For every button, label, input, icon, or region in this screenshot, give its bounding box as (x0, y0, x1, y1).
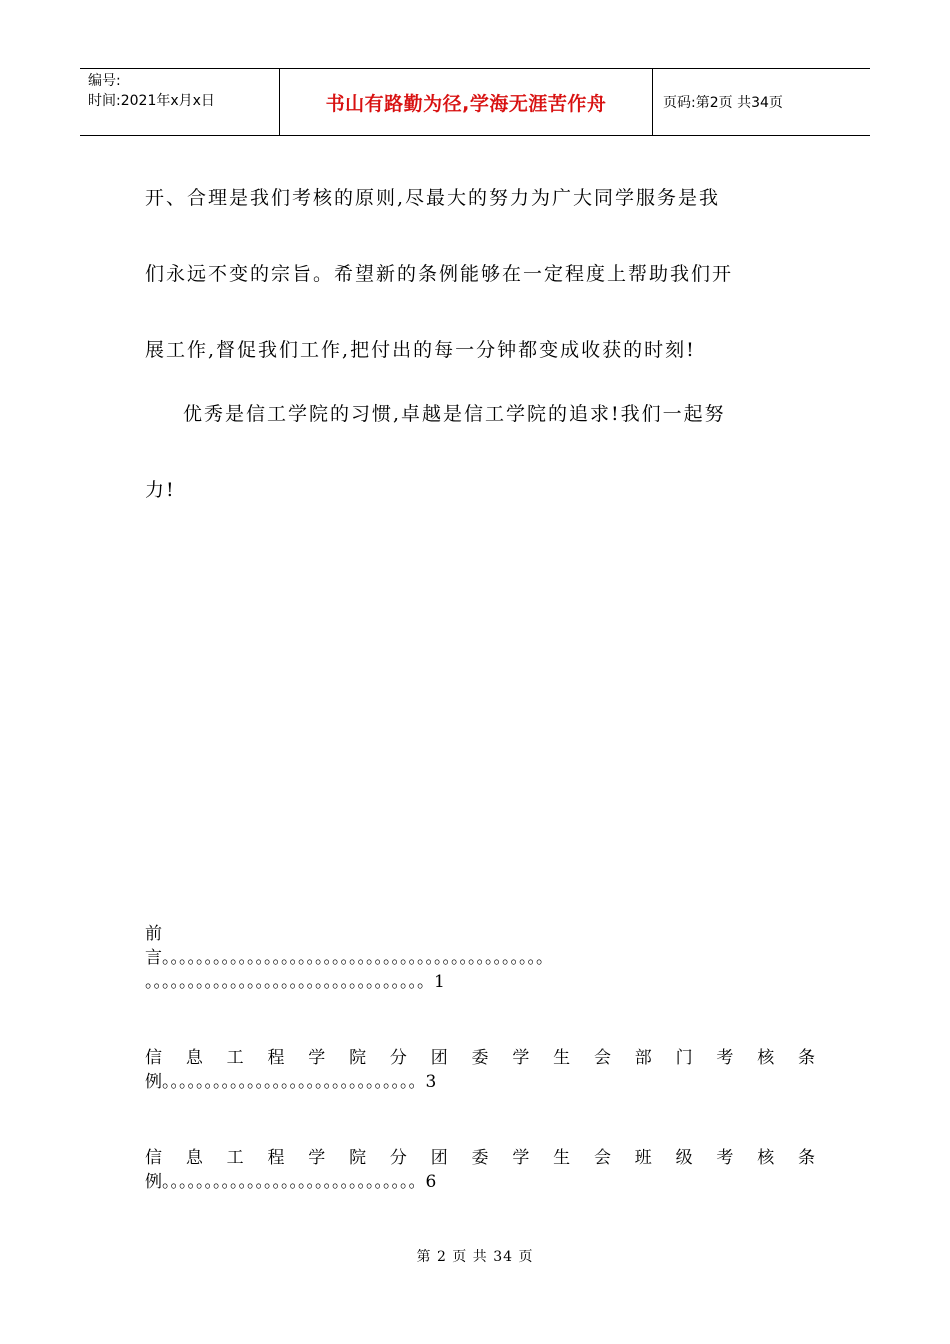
body-line: 力! (145, 479, 176, 501)
toc-title-char: 学 (512, 1148, 530, 1168)
toc-line: 例。。。。。。。。。。。。。。。。。。。。。。。。。。。。。。6 (145, 1172, 437, 1192)
body-line: 优秀是信工学院的习惯,卓越是信工学院的追求!我们一起努 (183, 403, 726, 425)
toc-title-char: 生 (553, 1048, 571, 1068)
toc-title-char: 学 (308, 1148, 326, 1168)
table-of-contents (145, 922, 815, 1246)
page-header (80, 68, 870, 136)
toc-title-char: 学 (308, 1048, 326, 1068)
document-date: 时间:2021年x月x日 (88, 93, 215, 109)
toc-line: 言。。。。。。。。。。。。。。。。。。。。。。。。。。。。。。。。。。。。。。。。。。。。。 (145, 948, 553, 968)
toc-title-char: 核 (757, 1148, 775, 1168)
toc-title-spread (145, 1146, 815, 1170)
toc-title-char: 门 (675, 1048, 693, 1068)
toc-title-char: 考 (716, 1048, 734, 1068)
toc-title-char: 院 (349, 1148, 367, 1168)
body-line: 展工作,督促我们工作,把付出的每一分钟都变成收获的时刻! (145, 339, 696, 361)
toc-title-char: 工 (226, 1048, 244, 1068)
toc-title-char: 委 (471, 1148, 489, 1168)
document-body (145, 160, 825, 540)
toc-title-char: 学 (512, 1048, 530, 1068)
document-number-label: 编号: (88, 73, 121, 89)
toc-entry-department-rules[interactable] (145, 1046, 815, 1094)
toc-title-char: 会 (593, 1148, 611, 1168)
toc-title-char: 委 (471, 1048, 489, 1068)
toc-entry-preface[interactable] (145, 922, 815, 994)
toc-entry-class-rules[interactable] (145, 1146, 815, 1194)
toc-title-char: 信 (145, 1148, 162, 1168)
toc-title-char: 级 (675, 1148, 693, 1168)
body-line: 开、合理是我们考核的原则,尽最大的努力为广大同学服务是我 (145, 187, 721, 209)
header-page-info: 页码:第2页 共34页 (663, 95, 783, 111)
toc-line: 。。。。。。。。。。。。。。。。。。。。。。。。。。。。。。。。。1 (145, 972, 445, 992)
toc-title-char: 班 (634, 1148, 652, 1168)
toc-title-char: 程 (267, 1048, 285, 1068)
toc-line: 例。。。。。。。。。。。。。。。。。。。。。。。。。。。。。。3 (145, 1072, 437, 1092)
toc-title-char: 团 (430, 1048, 448, 1068)
toc-title-char: 分 (389, 1148, 407, 1168)
body-line: 们永远不变的宗旨。希望新的条例能够在一定程度上帮助我们开 (145, 263, 734, 285)
toc-line: 前 (145, 924, 162, 944)
toc-title-char: 部 (634, 1048, 652, 1068)
toc-title-spread (145, 1046, 815, 1070)
toc-title-char: 核 (757, 1048, 775, 1068)
toc-title-char: 团 (430, 1148, 448, 1168)
toc-title-char: 息 (185, 1148, 203, 1168)
toc-title-char: 条 (798, 1048, 815, 1068)
toc-title-char: 信 (145, 1048, 162, 1068)
header-motto: 书山有路勤为径,学海无涯苦作舟 (280, 69, 653, 135)
toc-title-char: 条 (798, 1148, 815, 1168)
toc-title-char: 会 (593, 1048, 611, 1068)
toc-title-char: 生 (553, 1148, 571, 1168)
toc-title-char: 程 (267, 1148, 285, 1168)
toc-title-char: 工 (226, 1148, 244, 1168)
toc-title-char: 分 (389, 1048, 407, 1068)
page-footer: 第 2 页 共 34 页 (416, 1249, 534, 1265)
toc-title-char: 息 (185, 1048, 203, 1068)
toc-title-char: 考 (716, 1148, 734, 1168)
toc-title-char: 院 (349, 1048, 367, 1068)
header-meta (80, 69, 280, 135)
